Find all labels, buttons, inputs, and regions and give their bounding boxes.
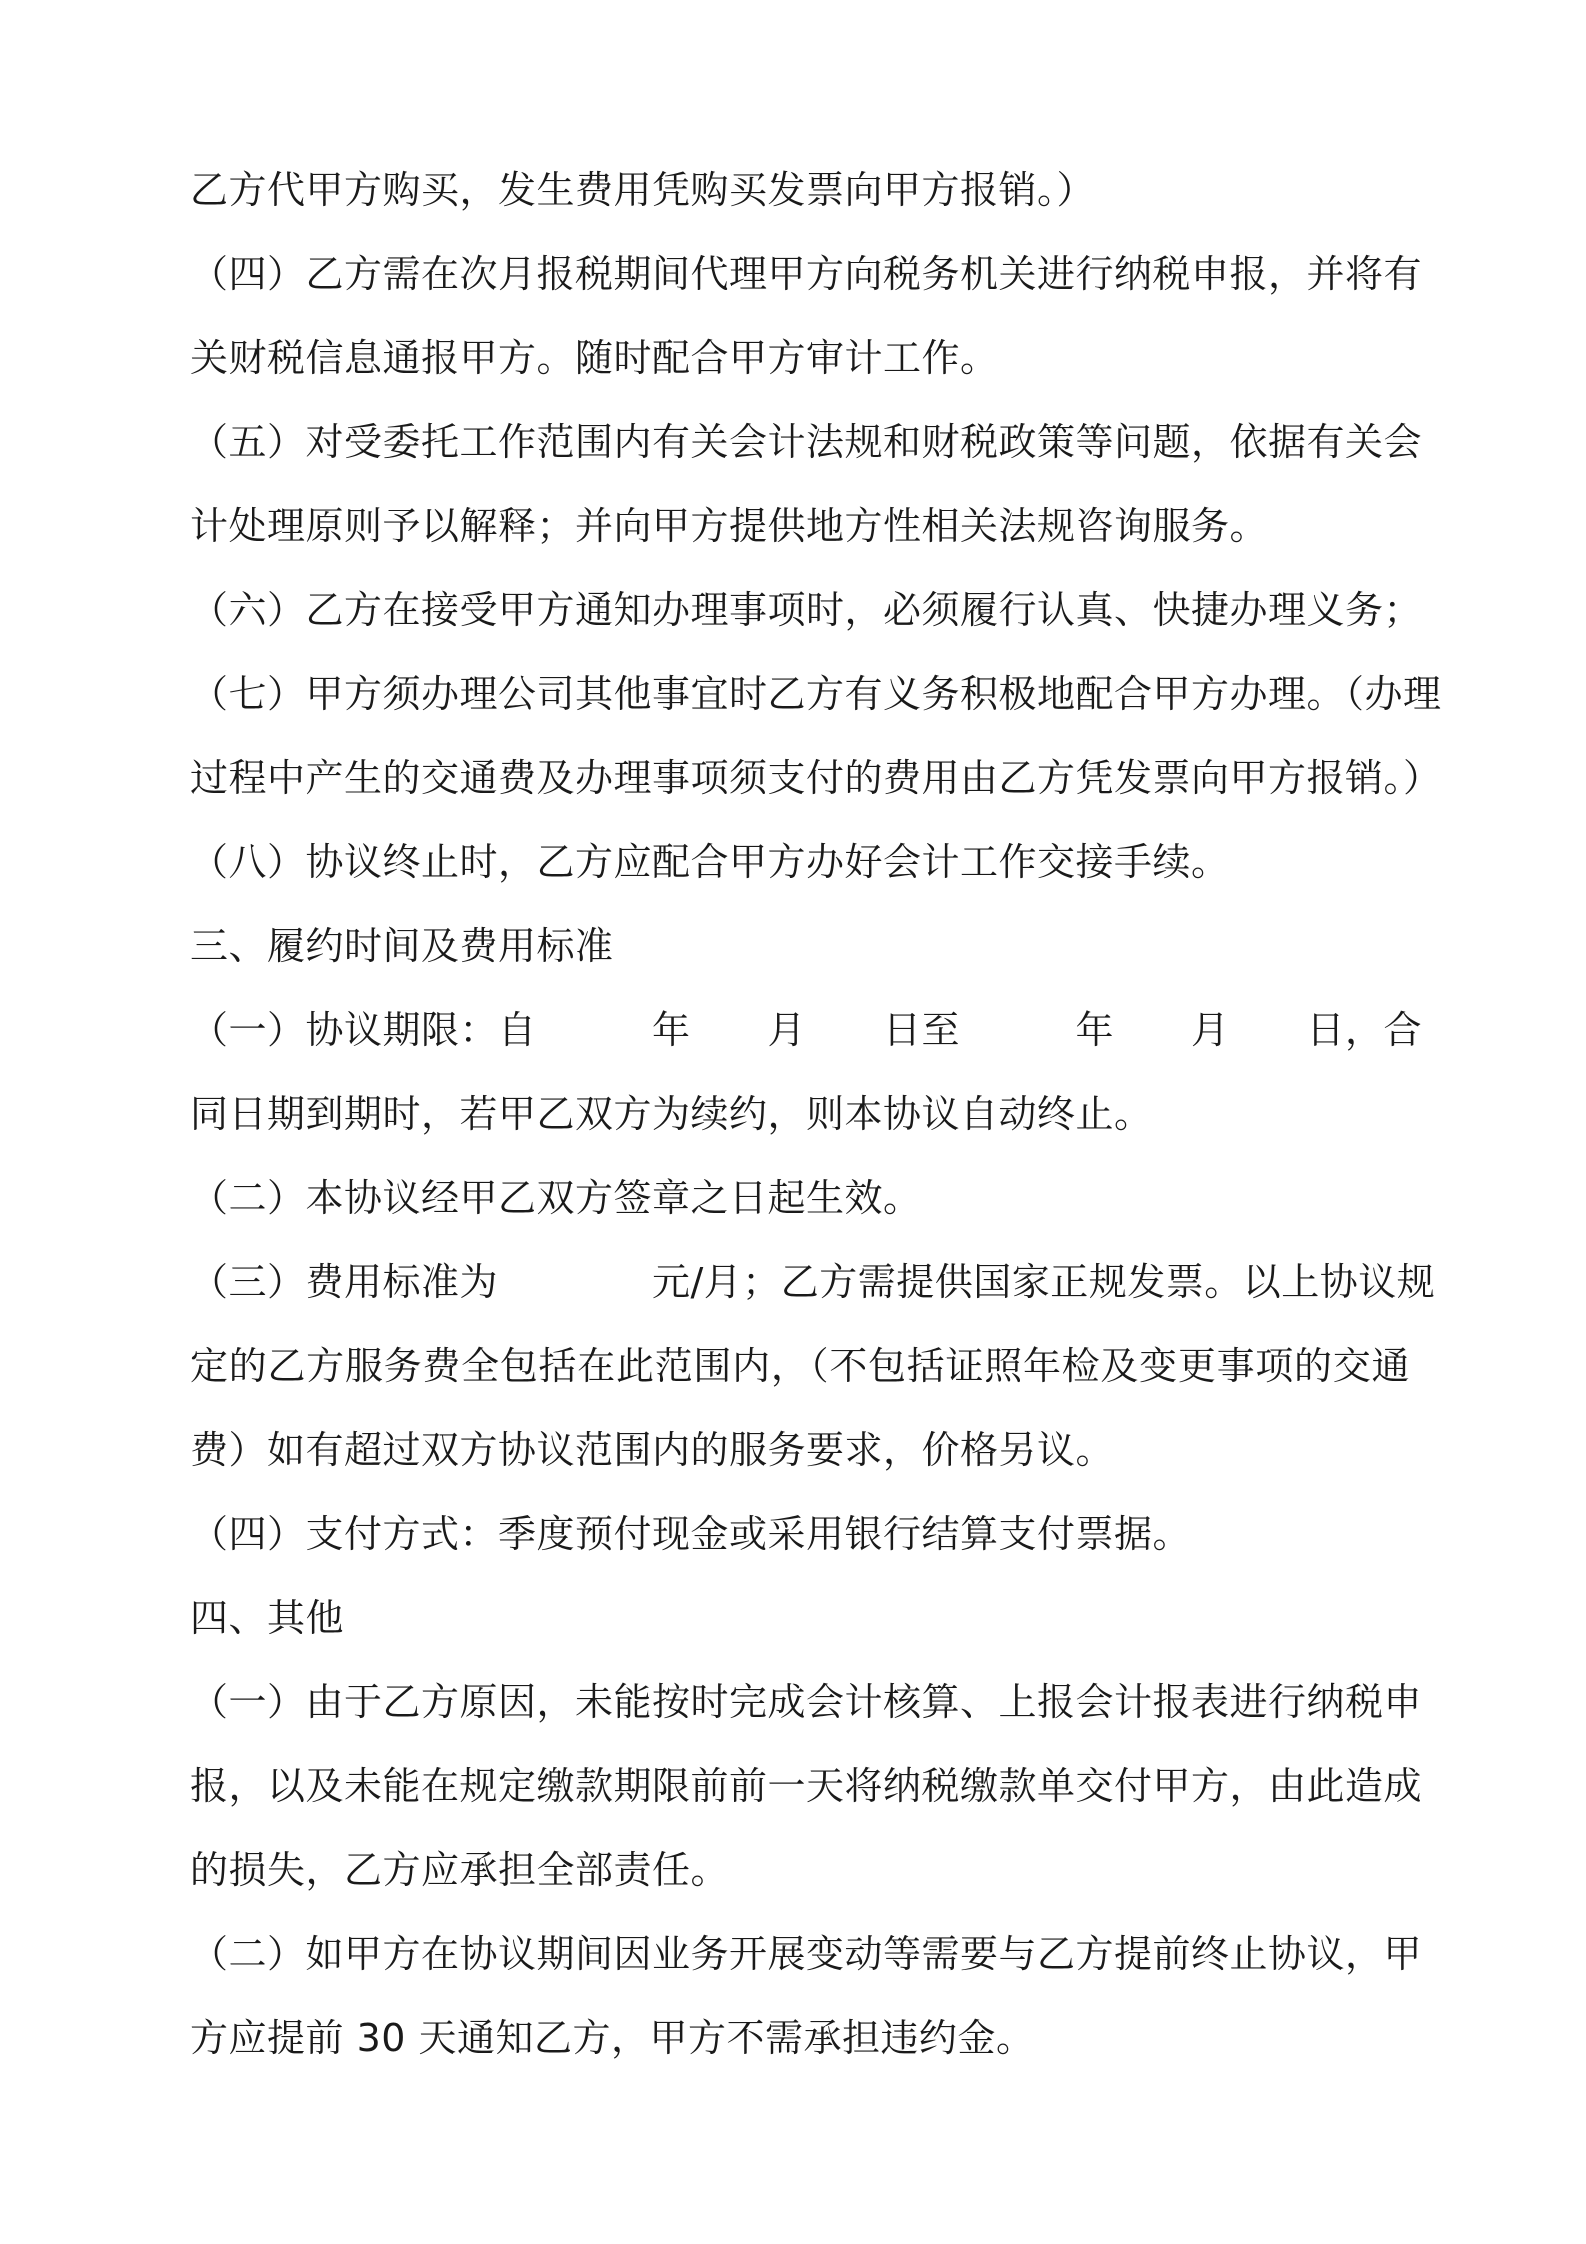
section-heading: 四、其他: [190, 1596, 345, 1640]
document-page: [190, 148, 1442, 2080]
text-line: （五）对受委托工作范围内有关会计法规和财税政策等问题，依据有关会: [190, 420, 1423, 464]
text-line: 同日期到期时，若甲乙双方为续约，则本协议自动终止。: [190, 1092, 1153, 1136]
text-line: （八）协议终止时，乙方应配合甲方办好会计工作交接手续。: [190, 840, 1230, 884]
text-line: （二）本协议经甲乙双方签章之日起生效。: [190, 1176, 922, 1220]
text-line: （三）费用标准为 元/月；乙方需提供国家正规发票。以上协议规: [190, 1260, 1436, 1304]
text-line: 关财税信息通报甲方。随时配合甲方审计工作。: [190, 336, 999, 380]
text-line: 乙方代甲方购买，发生费用凭购买发票向甲方报销。）: [190, 168, 1096, 212]
text-line: 过程中产生的交通费及办理事项须支付的费用由乙方凭发票向甲方报销。）: [190, 756, 1442, 800]
text-line: 费）如有超过双方协议范围内的服务要求，价格另议。: [190, 1428, 1115, 1472]
text-line: （七）甲方须办理公司其他事宜时乙方有义务积极地配合甲方办理。（办理: [190, 672, 1442, 716]
section-heading: 三、履约时间及费用标准: [190, 924, 614, 968]
text-line: （四）支付方式：季度预付现金或采用银行结算支付票据。: [190, 1512, 1192, 1556]
text-line: 的损失，乙方应承担全部责任。: [190, 1848, 730, 1892]
text-line: 报，以及未能在规定缴款期限前前一天将纳税缴款单交付甲方，由此造成: [190, 1764, 1423, 1808]
text-line: 方应提前 30 天通知乙方，甲方不需承担违约金。: [190, 2016, 1035, 2060]
text-line: （一）协议期限：自 年 月 日至 年 月 日，合: [190, 1008, 1423, 1052]
text-line: （一）由于乙方原因，未能按时完成会计核算、上报会计报表进行纳税申: [190, 1680, 1423, 1724]
text-line: （六）乙方在接受甲方通知办理事项时，必须履行认真、快捷办理义务；: [190, 588, 1423, 632]
text-line: 计处理原则予以解释；并向甲方提供地方性相关法规咨询服务。: [190, 504, 1269, 548]
text-line: 定的乙方服务费全包括在此范围内，（不包括证照年检及变更事项的交通: [190, 1344, 1410, 1388]
text-line: （四）乙方需在次月报税期间代理甲方向税务机关进行纳税申报，并将有: [190, 252, 1423, 296]
text-line: （二）如甲方在协议期间因业务开展变动等需要与乙方提前终止协议，甲: [190, 1932, 1423, 1976]
